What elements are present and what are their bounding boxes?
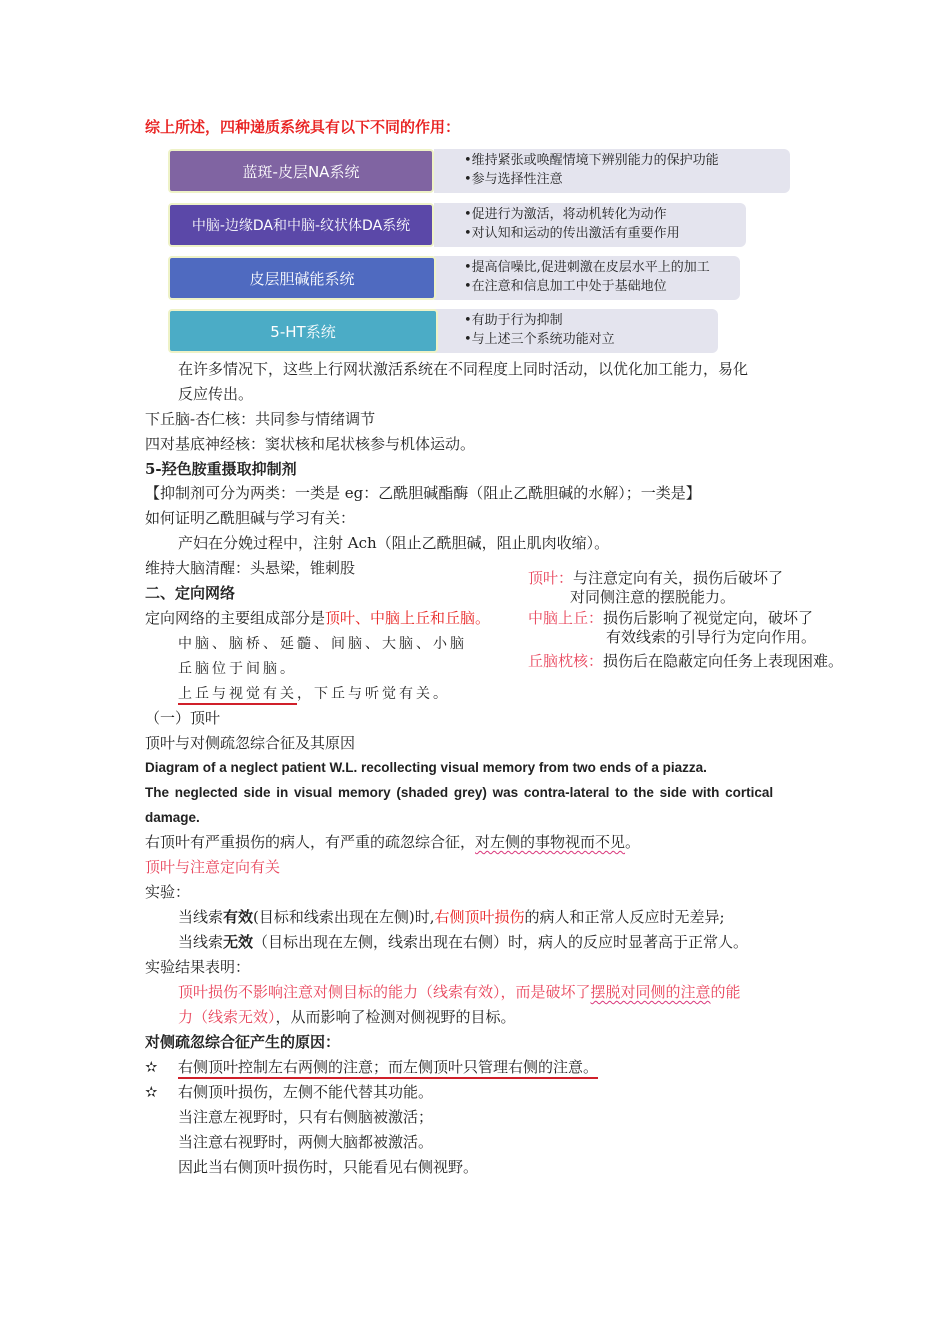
side-note: 有效线索的引导行为定向作用。 bbox=[606, 628, 817, 646]
paragraph-line: 在许多情况下，这些上行网状激活系统在不同程度上同时活动，以优化加工能力，易化 bbox=[178, 360, 749, 378]
paragraph-line: 因此当右侧顶叶损伤时，只能看见右侧视野。 bbox=[178, 1158, 479, 1176]
subsection-heading: 对侧疏忽综合征产生的原因： bbox=[145, 1033, 341, 1051]
paragraph-line: 【抑制剂可分为两类：一类是 eg：乙酰胆碱酯酶（阻止乙酰胆碱的水解）；一类是】 bbox=[145, 484, 701, 502]
english-caption-line: Diagram of a neglect patient W.L. recollecting visual memory from two ends of a piazza. bbox=[145, 760, 707, 775]
paragraph-line: 如何证明乙酰胆碱与学习有关： bbox=[145, 509, 356, 527]
paragraph-line: 5-羟色胺重摄取抑制剂 bbox=[145, 460, 297, 478]
note-label: 顶叶： bbox=[528, 569, 574, 587]
note-label: 中脑上丘： bbox=[528, 609, 604, 627]
highlight-text: 力（线索无效） bbox=[178, 1008, 276, 1026]
paragraph-line: 右侧顶叶损伤，左侧不能代替其功能。 bbox=[178, 1083, 434, 1101]
text-run: 。 bbox=[625, 833, 641, 851]
text-run: ，从而影响了检测对侧视野的目标。 bbox=[275, 1008, 516, 1026]
bold-text: 有效 bbox=[223, 908, 254, 926]
system-1-bullet-1: •维持紧张或唤醒情境下辨别能力的保护功能 bbox=[464, 153, 719, 168]
system-row-3-details bbox=[434, 256, 740, 300]
section-heading: 综上所述，四种递质系统具有以下不同的作用： bbox=[145, 118, 461, 136]
paragraph-line: 实验结果表明： bbox=[145, 958, 251, 976]
note-text: 损伤后影响了视觉定向，破坏了 bbox=[603, 609, 814, 627]
system-4-bullet-1: •有助于行为抑制 bbox=[464, 313, 563, 328]
text-run: 顶叶损伤不影响注意对侧目标的能力（线索有效），而是破坏了 bbox=[178, 983, 591, 1001]
wavy-underlined-text: 对左侧的事物视而不见 bbox=[475, 833, 626, 851]
system-3-bullet-1: •提高信噪比,促进刺激在皮层水平上的加工 bbox=[464, 260, 710, 275]
paragraph-line: 中脑、脑桥、延髓、间脑、大脑、小脑 bbox=[178, 636, 467, 652]
highlight-text: 顶叶、中脑上丘和丘脑。 bbox=[325, 609, 491, 627]
paragraph-line bbox=[178, 981, 741, 1003]
paragraph-line: 维持大脑清醒：头悬梁，锥刺股 bbox=[145, 559, 356, 577]
paragraph-line: 下丘脑-杏仁核：共同参与情绪调节 bbox=[145, 410, 376, 428]
text-run: (目标和线索出现在左侧)时, bbox=[253, 908, 435, 926]
system-3-label: 皮层胆碱能系统 bbox=[168, 256, 436, 300]
text-run: 的能 bbox=[710, 983, 741, 1001]
system-1-label: 蓝斑-皮层NA系统 bbox=[168, 149, 434, 193]
subsection-heading: （一）顶叶 bbox=[145, 709, 221, 727]
paragraph-line bbox=[178, 906, 725, 928]
highlight-text: 右侧顶叶损伤 bbox=[434, 908, 525, 926]
system-2-label: 中脑-边缘DA和中脑-纹状体DA系统 bbox=[168, 203, 434, 247]
paragraph-line: 当注意左视野时，只有右侧脑被激活； bbox=[178, 1108, 434, 1126]
text-run: （目标出现在左侧，线索出现在右侧）时，病人的反应时显著高于正常人。 bbox=[253, 933, 749, 951]
wavy-underlined-text: 摆脱对同侧的注意 bbox=[590, 983, 711, 1001]
note-label: 丘脑枕核： bbox=[528, 652, 604, 670]
paragraph-line: 产妇在分娩过程中，注射 Ach（阻止乙酰胆碱，阻止肌肉收缩）。 bbox=[178, 534, 610, 552]
text-run: ，下丘与听觉有关。 bbox=[297, 686, 450, 702]
paragraph-line: 丘脑位于间脑。 bbox=[178, 661, 297, 677]
system-4-label: 5-HT系统 bbox=[168, 309, 438, 353]
english-caption-line: damage. bbox=[145, 810, 200, 825]
system-row-4-details bbox=[434, 309, 718, 353]
paragraph-line bbox=[178, 931, 748, 953]
paragraph-line bbox=[145, 607, 490, 629]
paragraph-line: 四对基底神经核：窦状核和尾状核参与机体运动。 bbox=[145, 435, 476, 453]
text-run: 右顶叶有严重损伤的病人，有严重的疏忽综合征， bbox=[145, 833, 476, 851]
underlined-text: 上丘与视觉有关 bbox=[178, 686, 297, 705]
star-icon: ✫ bbox=[145, 1083, 158, 1101]
system-row-1-details bbox=[434, 149, 790, 193]
star-icon: ✫ bbox=[145, 1058, 158, 1076]
text-run: 定向网络的主要组成部分是 bbox=[145, 609, 326, 627]
system-row-2-details bbox=[434, 203, 746, 247]
subsection-heading: 二、定向网络 bbox=[145, 584, 236, 602]
note-text: 损伤后在隐蔽定向任务上表现困难。 bbox=[603, 652, 844, 670]
paragraph-line bbox=[178, 683, 450, 705]
side-note: 对同侧注意的摆脱能力。 bbox=[570, 588, 736, 606]
system-4-bullet-2: •与上述三个系统功能对立 bbox=[464, 332, 615, 347]
system-2-bullet-2: •对认知和运动的传出激活有重要作用 bbox=[464, 226, 680, 241]
side-note bbox=[528, 650, 843, 672]
paragraph-line bbox=[145, 831, 640, 853]
paragraph-line: 当注意右视野时，两侧大脑都被激活。 bbox=[178, 1133, 434, 1151]
english-caption-line: The neglected side in visual memory (shaded grey) was contra-lateral to the side with cortical bbox=[145, 785, 774, 800]
text-run: 当线索 bbox=[178, 933, 224, 951]
system-3-bullet-2: •在注意和信息加工中处于基础地位 bbox=[464, 279, 667, 294]
paragraph-line: 实验： bbox=[145, 883, 191, 901]
text-run: 当线索 bbox=[178, 908, 224, 926]
system-2-bullet-1: •促进行为激活，将动机转化为动作 bbox=[464, 207, 667, 222]
underlined-text: 右侧顶叶控制左右两侧的注意；而左侧顶叶只管理右侧的注意。 bbox=[178, 1058, 598, 1079]
paragraph-line: 反应传出。 bbox=[178, 385, 254, 403]
note-text: 与注意定向有关，损伤后破坏了 bbox=[573, 569, 784, 587]
paragraph-line bbox=[178, 1056, 598, 1078]
bold-text: 无效 bbox=[223, 933, 254, 951]
paragraph-line: 顶叶与注意定向有关 bbox=[145, 858, 281, 876]
text-run: 的病人和正常人反应时无差异; bbox=[524, 908, 725, 926]
paragraph-line: 顶叶与对侧疏忽综合征及其原因 bbox=[145, 734, 356, 752]
paragraph-line bbox=[178, 1006, 516, 1028]
system-1-bullet-2: •参与选择性注意 bbox=[464, 172, 563, 187]
